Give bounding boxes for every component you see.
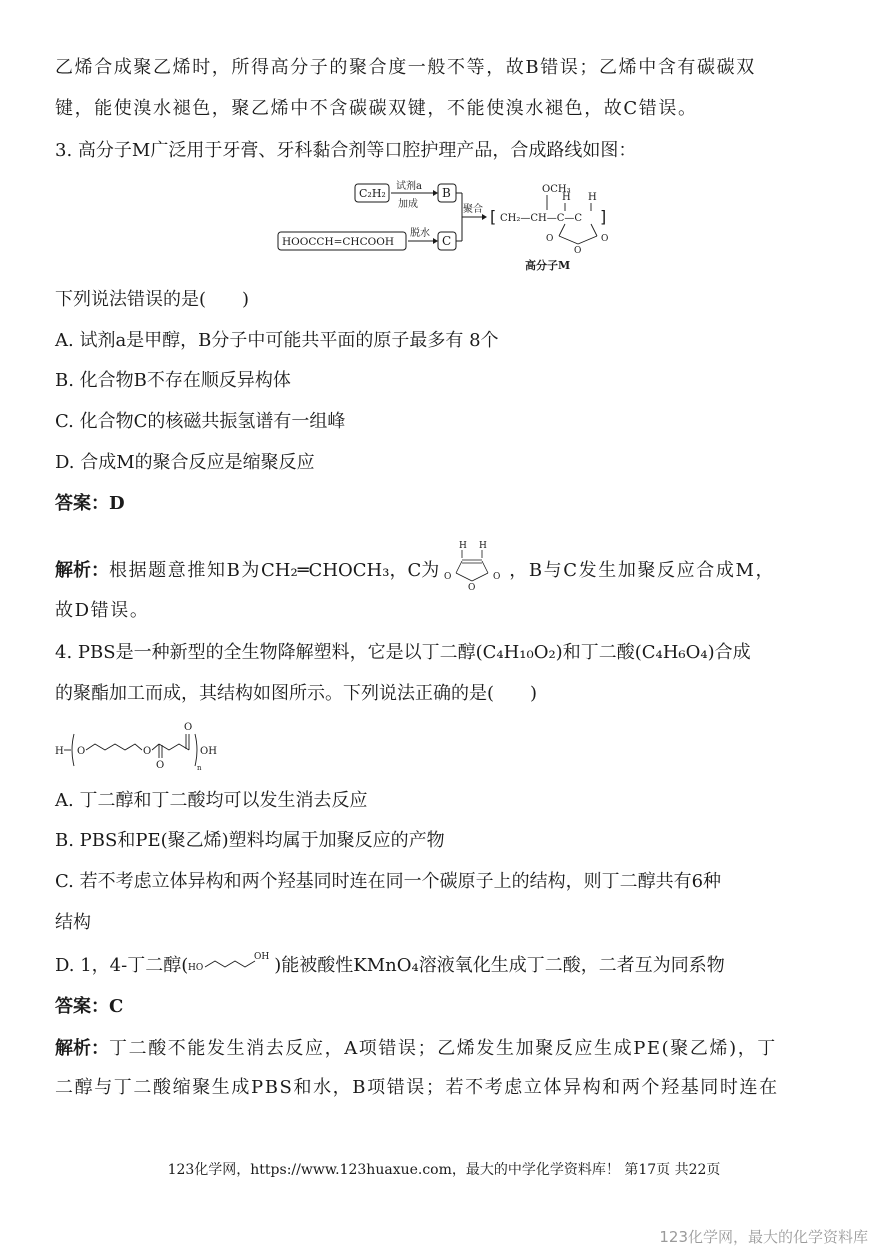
question-3-prompt: 下列说法错误的是( ) bbox=[55, 289, 250, 310]
c2h2-label: C₂H₂ bbox=[359, 187, 386, 200]
synthesis-route-diagram bbox=[270, 170, 630, 280]
node-b: B bbox=[442, 186, 451, 200]
dehydrate-label: 脱水 bbox=[410, 228, 430, 239]
analysis-text: 根据题意推知B为 bbox=[109, 560, 262, 581]
analysis-line: 二醇与丁二酸缩聚生成PBS和水，B项错误；若不考虑立体异构和两个羟基同时连在 bbox=[55, 1077, 779, 1098]
node-c: C bbox=[442, 234, 452, 248]
maleic-anhydride-structure bbox=[439, 539, 509, 591]
h-label-2: H bbox=[588, 192, 597, 203]
analysis-label: 解析： bbox=[55, 1038, 109, 1059]
option-a: A. 丁二醇和丁二酸均可以发生消去反应 bbox=[55, 790, 368, 811]
analysis-text: 丁二酸不能发生消去反应，A项错误；乙烯发生加聚反应生成PE(聚乙烯)，丁 bbox=[109, 1038, 777, 1059]
addition-label: 加成 bbox=[398, 199, 418, 210]
text-line: 乙烯合成聚乙烯时，所得高分子的聚合度一般不等，故B错误；乙烯中含有碳碳双 bbox=[55, 57, 756, 78]
ho-label: HO bbox=[188, 963, 204, 973]
h-label-1: H bbox=[562, 192, 571, 203]
answer-label: 答案： bbox=[55, 493, 109, 514]
option-c: C. 化合物C的核磁共振氢谱有一组峰 bbox=[55, 411, 346, 432]
o-label: O bbox=[444, 572, 452, 582]
polymerize-label: 聚合 bbox=[463, 204, 483, 215]
analysis-line bbox=[55, 1038, 777, 1060]
analysis-text: CH₂═CHOCH₃，C为 bbox=[261, 560, 440, 581]
answer-line bbox=[55, 493, 125, 515]
h-label: H bbox=[479, 541, 488, 551]
o-label: O bbox=[546, 234, 554, 244]
o-label: O bbox=[468, 583, 476, 593]
analysis-text: ，B与C发生加聚反应合成M， bbox=[509, 560, 776, 581]
polymer-backbone: CH₂—CH—C—C bbox=[500, 213, 583, 224]
option-c-cont: 结构 bbox=[55, 912, 91, 933]
svg-text:[: [ bbox=[490, 207, 497, 226]
option-d-text: )能被酸性KMnO₄溶液氧化生成丁二酸，二者互为同系物 bbox=[274, 955, 725, 976]
h-label: H bbox=[459, 541, 468, 551]
watermark: 123化学网，最大的化学资料库 bbox=[659, 1228, 868, 1246]
page-footer: 123化学网，https://www.123huaxue.com，最大的中学化学资料库！ 第17页 共22页 bbox=[167, 1162, 721, 1178]
analysis-line: 故D错误。 bbox=[55, 600, 150, 621]
o-label: O bbox=[143, 746, 152, 757]
o-label: O bbox=[77, 746, 86, 757]
answer-label: 答案： bbox=[55, 996, 109, 1017]
o-label: O bbox=[601, 234, 609, 244]
h-label: H bbox=[55, 746, 64, 757]
o-label: O bbox=[574, 246, 582, 256]
acid-label: HOOCCH=CHCOOH bbox=[282, 236, 394, 248]
text-line: 键，能使溴水褪色，聚乙烯中不含碳碳双键，不能使溴水褪色，故C错误。 bbox=[55, 98, 698, 119]
question-4-stem: 4. PBS是一种新型的全生物降解塑料，它是以丁二醇(C₄H₁₀O₂)和丁二酸(C₄H₆O₄)合成 bbox=[55, 642, 751, 663]
oh-label: OH bbox=[200, 746, 217, 757]
och3-label: OCH₃ bbox=[542, 184, 571, 195]
option-d bbox=[55, 953, 725, 979]
reagent-a-label: 试剂a bbox=[396, 181, 422, 192]
butanediol-structure bbox=[188, 950, 274, 976]
analysis-line bbox=[55, 541, 776, 597]
answer-value: C bbox=[109, 996, 124, 1017]
polymer-m-caption: 高分子M bbox=[525, 259, 571, 272]
oh-label: OH bbox=[254, 952, 270, 962]
o-label: O bbox=[156, 760, 165, 771]
option-b: B. 化合物B不存在顺反异构体 bbox=[55, 370, 291, 391]
answer-value: D bbox=[109, 493, 125, 514]
option-d: D. 合成M的聚合反应是缩聚反应 bbox=[55, 452, 315, 473]
option-b: B. PBS和PE(聚乙烯)塑料均属于加聚反应的产物 bbox=[55, 830, 445, 851]
pbs-structure-diagram bbox=[55, 718, 225, 776]
question-3-stem: 3. 高分子M广泛用于牙膏、牙科黏合剂等口腔护理产品，合成路线如图： bbox=[55, 140, 637, 161]
option-a: A. 试剂a是甲醇，B分子中可能共平面的原子最多有 8个 bbox=[55, 330, 499, 351]
option-c: C. 若不考虑立体异构和两个羟基同时连在同一个碳原子上的结构，则丁二醇共有6种 bbox=[55, 871, 722, 892]
option-d-text: D. 1，4-丁二醇( bbox=[55, 955, 189, 976]
o-label: O bbox=[184, 722, 193, 733]
o-label: O bbox=[493, 572, 501, 582]
answer-line bbox=[55, 996, 123, 1018]
question-4-stem: 的聚酯加工而成，其结构如图所示。下列说法正确的是( ) bbox=[55, 683, 538, 704]
svg-text:]: ] bbox=[600, 207, 607, 226]
analysis-label: 解析： bbox=[55, 560, 109, 581]
n-label: n bbox=[197, 764, 202, 772]
